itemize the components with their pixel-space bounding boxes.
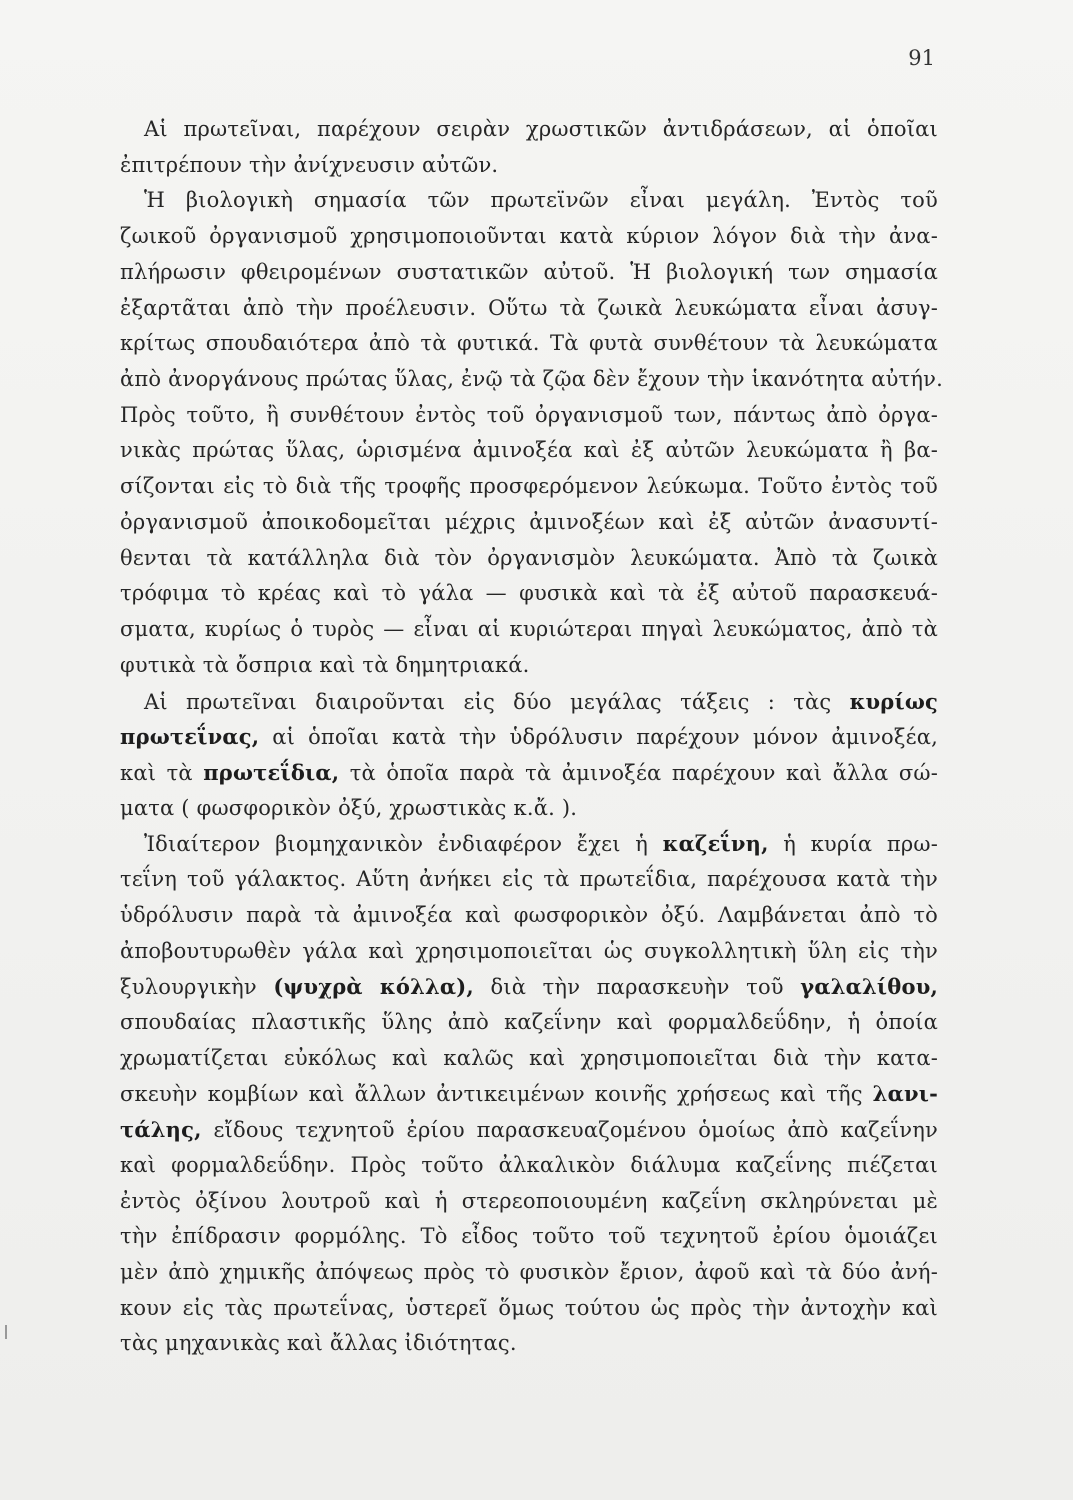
text-run: τὴν ἐπίδρασιν φορμόλης. Τὸ εἶδος τοῦτο τοῦ τεχνητοῦ ἐρίου ὁμοιάζει <box>120 1224 938 1249</box>
text-line <box>120 219 938 255</box>
body-text <box>120 112 943 1362</box>
text-run: Αἱ πρωτεῖναι διαιροῦνται εἰς δύο μεγάλας τάξεις : τὰς <box>144 689 850 714</box>
text-line <box>120 291 938 327</box>
text-line <box>120 183 938 219</box>
text-line <box>120 112 938 148</box>
text-run: ἐπιτρέπουν τὴν ἀνίχνευσιν αὐτῶν. <box>120 152 499 177</box>
text-run: ξυλουργικὴν <box>120 975 274 1000</box>
bold-term: γαλαλίθου, <box>800 974 938 1000</box>
text-line <box>120 541 938 577</box>
text-line <box>120 1219 938 1255</box>
text-line <box>120 1326 938 1362</box>
text-run: μὲν ἀπὸ χημικῆς ἀπόψεως πρὸς τὸ φυσικὸν ἔριον, ἀφοῦ καὶ τὰ δύο ἀνή- <box>120 1260 938 1284</box>
text-line <box>120 1184 938 1220</box>
text-line <box>120 1076 938 1112</box>
text-line <box>120 576 938 612</box>
text-run: σκευὴν κομβίων καὶ ἄλλων ἀντικειμένων κοινῆς χρήσεως καὶ τῆς <box>120 1082 873 1107</box>
text-line <box>120 934 938 970</box>
text-line <box>120 1041 938 1077</box>
text-run: σπουδαίας πλαστικῆς ὕλης ἀπὸ καζεΐνην καὶ φορμαλδεΰδην, ἡ ὁποία <box>120 1009 938 1034</box>
text-run: καὶ τὰ <box>120 760 204 785</box>
text-run: σίζονται εἰς τὸ διὰ τῆς τροφῆς προσφερόμενον λεύκωμα. Τοῦτο ἐντὸς τοῦ <box>120 474 938 499</box>
text-line <box>120 255 938 291</box>
bold-term: καζεΐνη, <box>662 831 769 857</box>
text-run: ἐξαρτᾶται ἀπὸ τὴν προέλευσιν. Οὕτω τὰ ζωικὰ λευκώματα εἶναι ἀσυγ- <box>120 295 938 320</box>
text-run: Ἰδιαίτερον βιομηχανικὸν ἐνδιαφέρον ἔχει ἡ <box>144 832 663 857</box>
text-run: νικὰς πρώτας ὕλας, ὡρισμένα ἀμινοξέα καὶ ἐξ αὐτῶν λευκώματα ἢ βα- <box>120 438 938 463</box>
text-line <box>120 755 938 791</box>
text-line <box>120 398 938 434</box>
text-line <box>120 1291 938 1327</box>
margin-mark <box>5 1325 7 1339</box>
text-line <box>120 862 938 898</box>
bold-term: πρωτεΐδια, <box>203 759 340 785</box>
text-run: εἴδους τεχνητοῦ ἐρίου παρασκευαζομένου ὁμοίως ἀπὸ καζεΐνην <box>201 1118 938 1143</box>
text-run: ἀποβουτυρωθὲν γάλα καὶ χρησιμοποιεῖται ὡς συγκολλητικὴ ὕλη εἰς τὴν <box>120 938 938 963</box>
text-run: τρόφιμα τὸ κρέας καὶ τὸ γάλα — φυσικὰ καὶ τὰ ἐξ αὐτοῦ παρασκευά- <box>120 581 938 606</box>
text-run: τεΐνη τοῦ γάλακτος. Αὕτη ἀνήκει εἰς τὰ πρωτεΐδια, παρέχουσα κατὰ τὴν <box>120 867 938 892</box>
text-line <box>120 326 938 362</box>
text-line <box>120 684 938 720</box>
text-line <box>120 505 938 541</box>
text-line <box>120 898 938 934</box>
text-line <box>120 362 943 398</box>
text-line <box>120 612 938 648</box>
text-run: καὶ φορμαλδεΰδην. Πρὸς τοῦτο ἀλκαλικὸν διάλυμα καζεΐνης πιέζεται <box>120 1152 938 1177</box>
text-run: Ἡ βιολογικὴ σημασία τῶν πρωτεϊνῶν εἶναι μεγάλη. Ἐντὸς τοῦ <box>144 188 938 213</box>
text-run: κουν εἰς τὰς πρωτεΐνας, ὑστερεῖ ὅμως τούτου ὡς πρὸς τὴν ἀντοχὴν καὶ <box>120 1295 938 1320</box>
text-run: ἡ κυρία πρω- <box>768 832 938 857</box>
text-run: πλήρωσιν φθειρομένων συστατικῶν αὐτοῦ. Ἡ βιολογική των σημασία <box>120 259 938 284</box>
text-run: ὀργανισμοῦ ἀποικοδομεῖται μέχρις ἀμινοξέων καὶ ἐξ αὐτῶν ἀνασυντί- <box>120 509 938 534</box>
text-run: χρωματίζεται εὐκόλως καὶ καλῶς καὶ χρησιμοποιεῖται διὰ τὴν κατα- <box>120 1045 938 1070</box>
text-run: Πρὸς τοῦτο, ἢ συνθέτουν ἐντὸς τοῦ ὀργανισμοῦ των, πάντως ἀπὸ ὀργα- <box>120 402 938 427</box>
text-line <box>120 469 938 505</box>
text-line <box>120 826 938 862</box>
text-run: φυτικὰ τὰ ὄσπρια καὶ τὰ δημητριακά. <box>120 652 530 677</box>
bold-term: πρωτεΐνας, <box>120 724 260 750</box>
text-line <box>120 791 938 827</box>
text-run: ζωικοῦ ὀργανισμοῦ χρησιμοποιοῦνται κατὰ κύριον λόγον διὰ τὴν ἀνα- <box>120 224 938 249</box>
bold-term: (ψυχρὰ κόλλα), <box>273 974 474 1000</box>
text-run: διὰ τὴν παρασκευὴν τοῦ <box>473 975 801 1000</box>
text-run: σματα, κυρίως ὁ τυρὸς — εἶναι αἱ κυριώτεραι πηγαὶ λευκώματος, ἀπὸ τὰ <box>120 617 938 642</box>
text-run: τὰς μηχανικὰς καὶ ἄλλας ἰδιότητας. <box>120 1331 517 1356</box>
text-line <box>120 719 938 755</box>
text-run: ἐντὸς ὀξίνου λουτροῦ καὶ ἡ στερεοποιουμένη καζεΐνη σκληρύνεται μὲ <box>120 1188 938 1213</box>
text-run: τὰ ὁποῖα παρὰ τὰ ἀμινοξέα παρέχουν καὶ ἄλλα σώ- <box>339 760 938 785</box>
text-line <box>120 148 938 184</box>
text-run: Αἱ πρωτεῖναι, παρέχουν σειρὰν χρωστικῶν ἀντιδράσεων, αἱ ὁποῖαι <box>144 117 938 141</box>
bold-term: κυρίως <box>849 688 938 714</box>
text-line <box>120 433 938 469</box>
text-line <box>120 969 938 1005</box>
text-run: ματα ( φωσφορικὸν ὀξύ, χρωστικὰς κ.ἄ. ). <box>120 795 578 820</box>
text-run: ὑδρόλυσιν παρὰ τὰ ἀμινοξέα καὶ φωσφορικὸν ὀξύ. Λαμβάνεται ἀπὸ τὸ <box>120 902 938 927</box>
text-line <box>120 648 938 684</box>
text-run: θενται τὰ κατάλληλα διὰ τὸν ὀργανισμὸν λευκώματα. Ἀπὸ τὰ ζωικὰ <box>120 545 938 570</box>
bold-term: λανι- <box>872 1081 938 1107</box>
text-line <box>120 1112 938 1148</box>
page-number: 91 <box>908 46 935 70</box>
text-line <box>120 1005 938 1041</box>
text-run: ἀπὸ ἀνοργάνους πρώτας ὕλας, ἐνῷ τὰ ζῷα δὲν ἔχουν τὴν ἱκανότητα αὐτήν. <box>120 367 943 392</box>
text-run: κρίτως σπουδαιότερα ἀπὸ τὰ φυτικά. Τὰ φυτὰ συνθέτουν τὰ λευκώματα <box>120 331 938 356</box>
text-line <box>120 1148 938 1184</box>
bold-term: τάλης, <box>120 1117 202 1143</box>
text-run: αἱ ὁποῖαι κατὰ τὴν ὑδρόλυσιν παρέχουν μόνον ἀμινοξέα, <box>259 725 938 750</box>
text-line <box>120 1255 938 1291</box>
